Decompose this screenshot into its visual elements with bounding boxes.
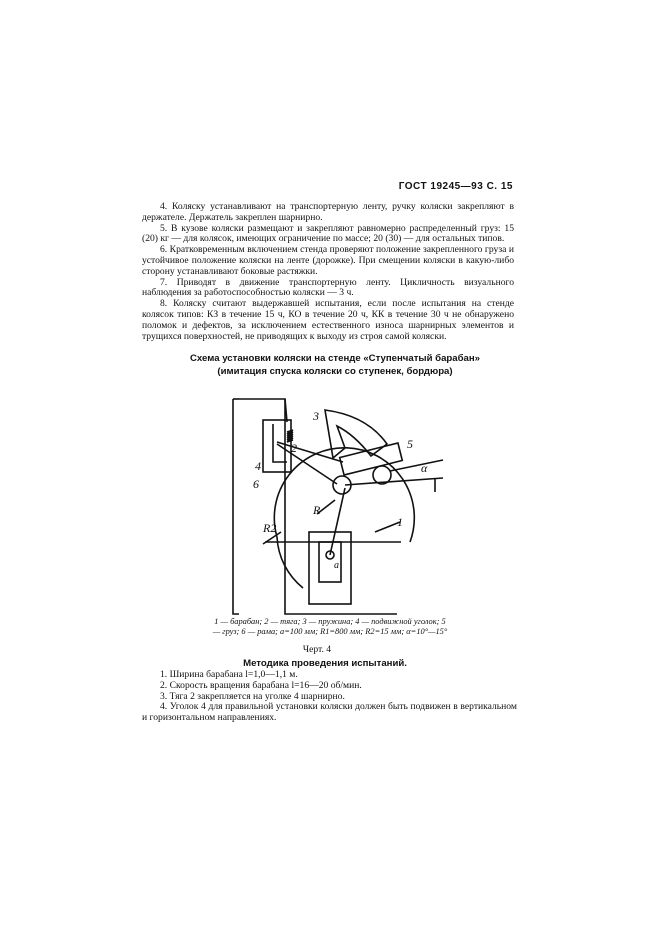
paragraph-8: 8. Коляску считают выдержавшей испытания, если после испытания на стенде колясок типов: КЗ в течение 15 ч, КО в течение 20 ч, КК в течение 30 ч не обнаружено поломок и дефектов, за исключением естественного износа шарнирных элементов и трущихся поверхностей, не приводящих к выходу из строя самой коляски.: [142, 298, 514, 342]
paragraph-4: 4. Коляску устанавливают на транспортерную ленту, ручку коляски закрепляют в держателе. Держатель закреплен шарнирно.: [142, 201, 514, 223]
label-r2: R2: [263, 521, 277, 535]
step-1: 1. Ширина барабана l=1,0—1,1 м.: [160, 669, 298, 680]
step-3: 3. Тяга 2 закрепляется на уголке 4 шарнирно.: [160, 690, 345, 702]
figure-legend: 1 — барабан; 2 — тяга; 3 — пружина; 4 — подвижной уголок; 5 — груз; 6 — рама; a=100 мм; R1=800 мм; R2=15 мм; α=10°—15°: [212, 617, 448, 636]
bracket: [263, 420, 291, 472]
figure-title: Схема установки коляски на стенде «Ступенчатый барабан» (имитация спуска коляски со ступенек, бордюра): [190, 353, 480, 377]
rod: [277, 442, 343, 462]
step-4: 4. Уголок 4 для правильной установки коляски должен быть подвижен в вертикальном и горизонтальном направлениях.: [142, 701, 517, 724]
label-4: 4: [255, 459, 261, 473]
test-stand-diagram: [225, 392, 450, 619]
label-2: 2: [291, 441, 297, 455]
label-3: 3: [313, 409, 319, 423]
label-r: R: [313, 503, 321, 517]
method-steps: [142, 670, 517, 724]
label-6: 6: [253, 477, 259, 491]
figure-caption: Черт. 4: [302, 644, 332, 655]
paragraph-6: 6. Кратковременным включением стенда проверяют положение закрепленного груза и устойчивое положение коляски на ленте (дорожке). При смещении коляски в какую-либо сторону устанавливают боковые растяжки.: [142, 244, 514, 277]
step-2: 2. Скорость вращения барабана l=16—20 об/мин.: [160, 679, 362, 691]
body-text: [142, 202, 514, 342]
label-1: 1: [397, 515, 403, 529]
label-5: 5: [407, 437, 413, 451]
label-a: a: [334, 560, 339, 571]
paragraph-7: 7. Приводят в движение транспортерную ленту. Цикличность визуального наблюдения за работоспособностью коляски — 3 ч.: [142, 276, 514, 299]
step-blade: [325, 410, 387, 458]
paragraph-5: 5. В кузове коляски размещают и закрепляют равномерно распределенный груз: 15 (20) кг — для колясок, имеющих ограничение по массе; 20 (30) — для остальных типов.: [142, 222, 514, 245]
page-header: ГОСТ 19245—93 С. 15: [398, 181, 513, 192]
label-alpha: α: [421, 461, 428, 475]
method-title: Методика проведения испытаний.: [243, 658, 407, 669]
